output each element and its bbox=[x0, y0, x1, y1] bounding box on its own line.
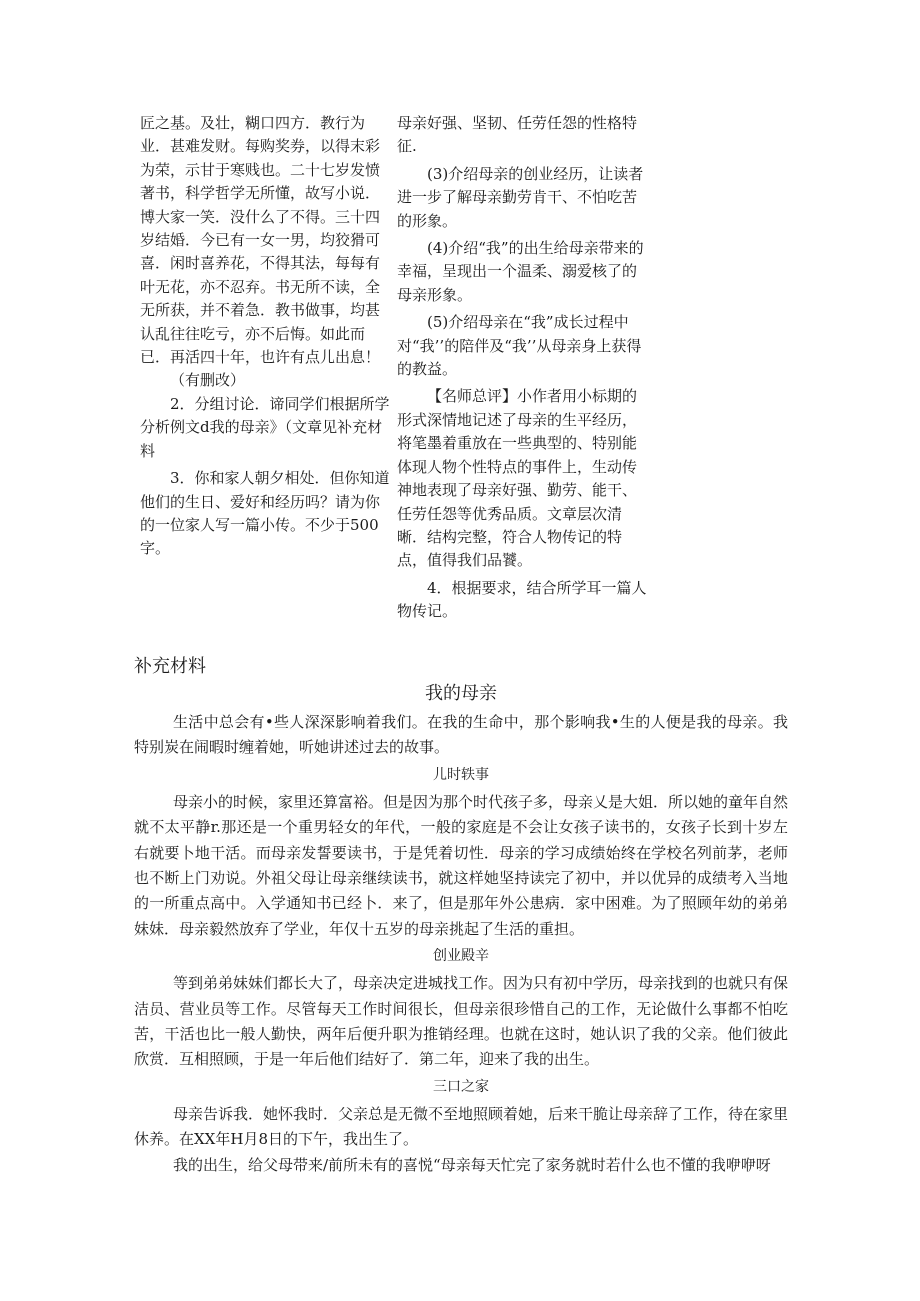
article-last-line: 我的出生，给父母带来/前所未有的喜悦“母亲每天忙完了家务就时若什么也不懂的我咿咿呀 bbox=[173, 1155, 771, 1174]
article-intro: 生活中总会有•些人深深影响着我们。在我的生命中，那个影响我•生的人便是我的母亲。我特别炭在闹暇时缠着她，听她讲述过去的故事。 bbox=[134, 713, 788, 757]
section-subtitle: 儿时轶事 bbox=[433, 766, 489, 783]
section-text: 母亲小的时候，家里还算富裕。但是因为那个时代孩子多，母亲乂是大姐．所以她的童年自然就不太平静r.那还是一个重男轻女的年代，一般的家庭是不会让女孩子读书的，女孩子长到十岁左右就要卜地干活。而母亲发誓要读书，于是凭着切性．母亲的学习成绩始终在学校名列前茅，老师也不断上门劝说。外祖父母让母亲继续读书，就这样她坚持读完了初中，并以优异的成绩考入当地的一所重点高中。入学通知书已经卜．来了，但是那年外公患病．家中困难。为了照顾年幼的弟弟妹妹．母亲毅然放弃了学业，年仅十五岁的母亲挑起了生活的重担。 bbox=[134, 792, 789, 938]
teacher-review: 【名师总评】小作者用小标期的形式深情地记述了母亲的生平经历，将笔墨着重放在一些典型的、特别能体现人物个性特点的事件上，生动传神地表现了母亲好强、勤劳、能干、任劳任怨等优秀品质。文章层次清晰．结构完整，符合人物传记的特点，值得我们品饕。 bbox=[397, 387, 638, 570]
section-text: 等到弟弟妹妹们都长大了，母亲决定进城找工作。因为只有初中学历，母亲找到的也就只有保洁员、营业员等工作。尽管每天工作时间很长，但母亲很珍惜自己的工作，无论做什么事都不怕吃苦，干活也比一般人勤快，两年后便升职为推销经理。也就在这时，她认识了我的父亲。他们彼此欣赏．互相照顾，于是一年后他们结好了．第二年，迎来了我的出生。 bbox=[134, 974, 789, 1069]
bio-continuation: 匠之基。及壮，糊口四方．教行为业．甚难发财。每购奖券，以得末彩为荣，示甘于寒贱也。二十七岁发愤著书，科学哲学无所懂，故写小说．博大家一笑．没什么了不得。三十四岁结婚．今已有一女一男，均狡猾可喜．闲时喜养花，不得其法，每每有叶无花，亦不忍弃。书无所不读，全无所获，并不着急．教书做事，均甚认乱往往吃亏，亦不后悔。如此而已．再活四十年，也许有点儿出息！ bbox=[140, 114, 381, 367]
supplement-article bbox=[134, 680, 788, 1178]
section-text: 母亲告诉我．她怀我时．父亲总是无微不至地照顾着她，后来干脆让母亲辞了工作，待在家里休养。在XX年H月8日的下午，我出生了。 bbox=[134, 1104, 789, 1149]
article-title: 我的母亲 bbox=[425, 683, 497, 704]
left-column bbox=[140, 112, 392, 561]
task-item-2: 2．分组讨论．谛同学们根据所学分析例文d我的母亲》（文章见补充材料 bbox=[140, 394, 390, 460]
revision-note: （有删改） bbox=[170, 371, 246, 390]
supplement-heading: 补充材料 bbox=[134, 656, 206, 677]
right-column bbox=[397, 112, 647, 624]
traits-continuation: 母亲好强、坚韧、任劳任怨的性格特征. bbox=[397, 114, 638, 156]
section-subtitle: 创业殿辛 bbox=[433, 948, 489, 965]
analysis-item-4: (4)介绍“我”的出生给母亲带来的幸福，呈现出一个温柔、溺爱核了的母亲形象。 bbox=[397, 239, 644, 304]
analysis-item-5: (5)介绍母亲在“我”成长过程中对“我’’的陪伴及“我’’从母亲身上获得的教益。 bbox=[397, 313, 642, 379]
task-item-4: 4．根据要求，结合所学耳一篇人物传记。 bbox=[397, 578, 647, 621]
task-item-3: 3．你和家人朝夕相处．但你知道他们的生日、爱好和经历吗？请为你的一位家人写一篇小传。不少于500字。 bbox=[140, 469, 390, 558]
section-subtitle: 三口之家 bbox=[433, 1078, 489, 1095]
analysis-item-3: (3)介绍母亲的创业经历，让读者进一步了解母亲勤劳肯干、不怕吃苦的形象。 bbox=[397, 164, 644, 230]
